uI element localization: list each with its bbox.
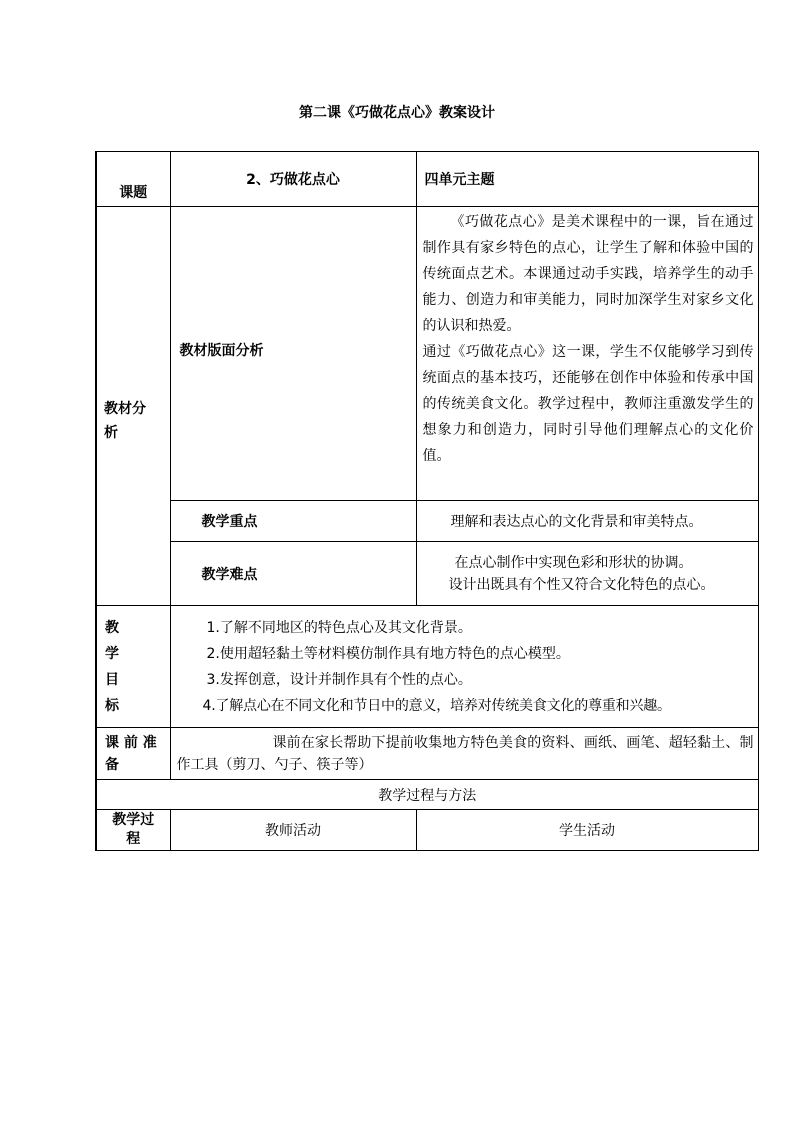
material-label-line1: 教材分 <box>104 401 146 417</box>
preparation-label-line2: 备 <box>105 756 119 773</box>
difficulty-label: 教学难点 <box>170 542 416 606</box>
goal-item-4: 4.了解点心在不同文化和节日中的意义，培养对传统美食文化的尊重和兴趣。 <box>202 697 671 714</box>
goals-row <box>96 606 758 728</box>
process-header-row <box>96 780 758 810</box>
preparation-text: 课前在家长帮助下提前收集地方特色美食的资料、画纸、画笔、超轻黏土、制作工具（剪刀、勺子、筷子等） <box>170 728 758 780</box>
goals-list <box>170 606 758 728</box>
analysis-content <box>416 207 758 501</box>
material-label-line2: 析 <box>104 425 118 441</box>
goal-item-3: 3.发挥创意，设计并制作具有个性的点心。 <box>206 671 472 688</box>
analysis-paragraph-2: 通过《巧做花点心》这一课，学生不仅能够学习到传统面点的基本技巧，还能够在创作中体验和传承中国的传统美食文化。教学过程中，教师注重激发学生的想象力和创造力，同时引导他们理解点心的文化价值。 <box>422 344 754 464</box>
goal-item-2: 2.使用超轻黏土等材料模仿制作具有地方特色的点心模型。 <box>206 645 570 662</box>
lesson-plan-table <box>95 151 759 851</box>
goals-label-char-1: 教 <box>105 619 119 636</box>
unit-theme: 四单元主题 <box>416 152 758 207</box>
analysis-paragraph-1: 《巧做花点心》是美术课程中的一课，旨在通过制作具有家乡特色的点心，让学生了解和体验中国的传统面点艺术。本课通过动手实践，培养学生的动手能力、创造力和审美能力，同时加深学生对家乡文化的认识和热爱。 <box>422 214 754 334</box>
process-label-line1: 教学过 <box>112 812 155 828</box>
topic-value: 2、巧做花点心 <box>170 152 416 207</box>
process-label-line2: 程 <box>126 831 141 847</box>
process-header: 教学过程与方法 <box>96 780 758 810</box>
difficulty-line-2: 设计出既具有个性又符合文化特色的点心。 <box>448 576 715 593</box>
key-point-text: 理解和表达点心的文化背景和审美特点。 <box>416 501 758 542</box>
material-analysis-row <box>96 207 758 501</box>
student-activity-header: 学生活动 <box>416 810 758 851</box>
goal-item-1: 1.了解不同地区的特色点心及其文化背景。 <box>206 619 472 636</box>
goals-label-char-3: 目 <box>105 671 119 688</box>
material-label <box>96 207 170 606</box>
process-label <box>96 810 170 851</box>
difficulty-line-1: 在点心制作中实现色彩和形状的协调。 <box>454 554 693 571</box>
page-title: 第二课《巧做花点心》教案设计 <box>299 105 495 121</box>
difficulty-text <box>416 542 758 606</box>
key-point-label: 教学重点 <box>170 501 416 542</box>
goals-label-char-4: 标 <box>105 697 119 714</box>
goals-label-char-2: 学 <box>105 645 119 662</box>
preparation-row <box>96 728 758 780</box>
process-row <box>96 810 758 851</box>
goals-label <box>96 606 170 728</box>
topic-row <box>96 152 758 207</box>
preparation-label <box>96 728 170 780</box>
difficulty-row <box>96 542 758 606</box>
preparation-label-line1: 课 前 准 <box>105 734 157 751</box>
key-point-row <box>96 501 758 542</box>
teacher-activity-header: 教师活动 <box>170 810 416 851</box>
topic-label: 课题 <box>96 152 170 207</box>
analysis-label: 教材版面分析 <box>170 207 416 501</box>
